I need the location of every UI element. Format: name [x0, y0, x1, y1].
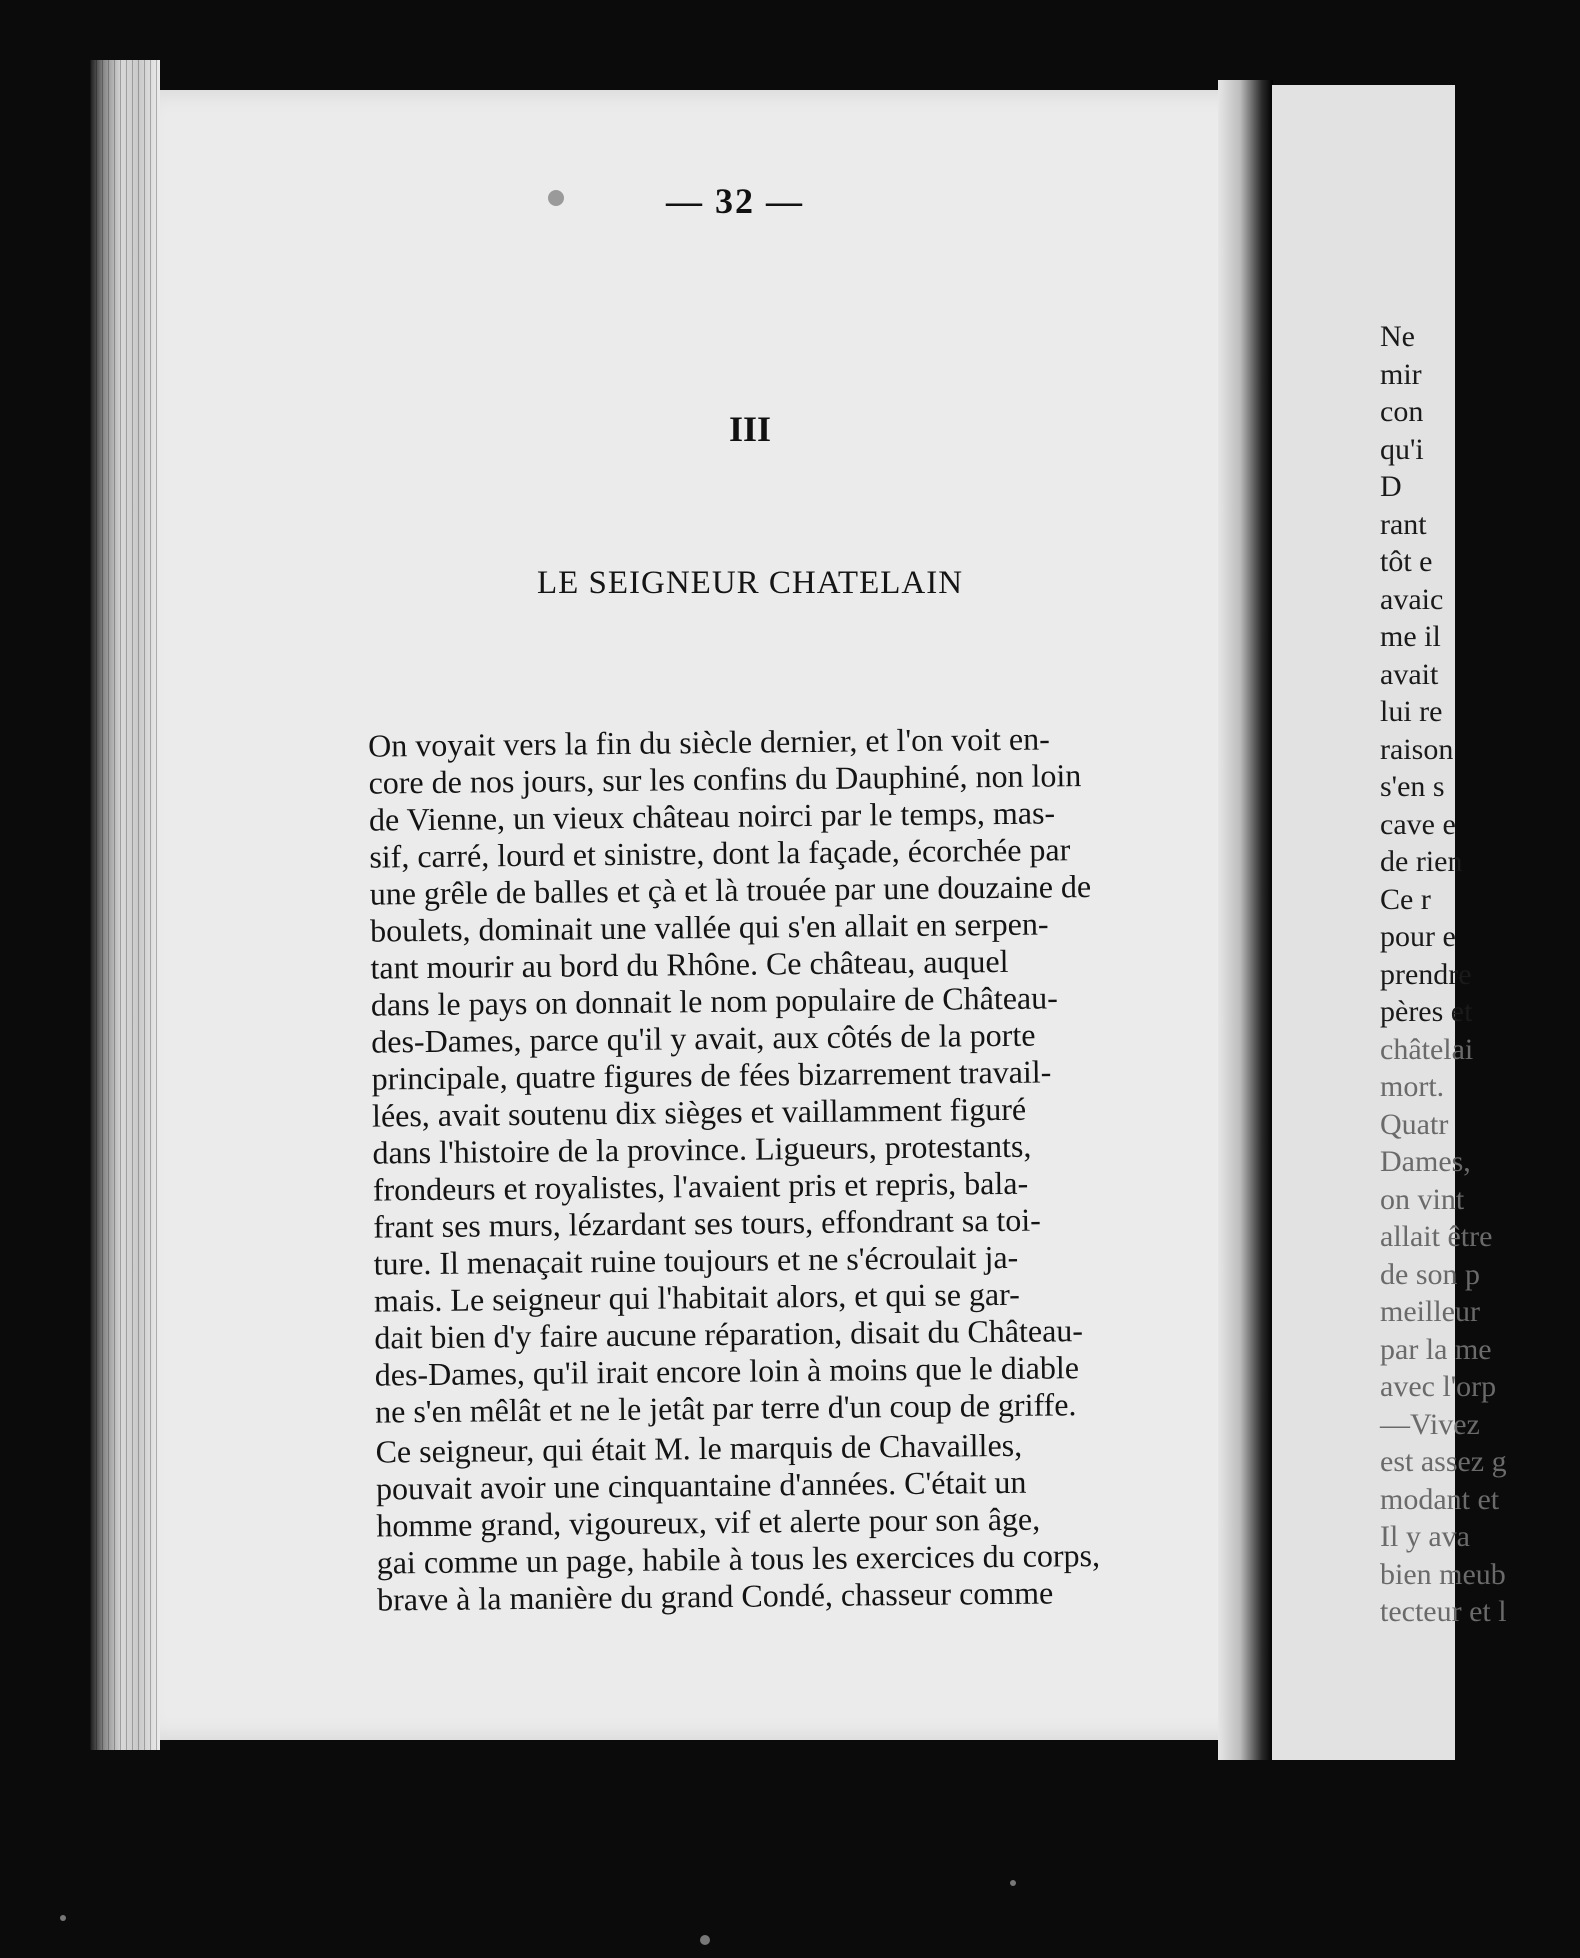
text-line: core de nos jours, sur les confins du Dauphiné, non loin: [368, 757, 1082, 801]
text-line: dans le pays on donnait le nom populaire de Château-: [370, 979, 1058, 1023]
text-line: de rien: [1380, 845, 1463, 878]
text-line: des-Dames, qu'il irait encore loin à moins que le diable: [374, 1349, 1080, 1393]
text-line: avec l'orp: [1380, 1370, 1497, 1403]
text-line: tôt e: [1380, 545, 1433, 578]
text-line: Ne: [1380, 320, 1415, 353]
text-line: qu'i: [1380, 432, 1424, 466]
chapter-title: LE SEIGNEUR CHATELAIN: [536, 565, 964, 601]
text-line: sif, carré, lourd et sinistre, dont la façade, écorchée par: [369, 831, 1071, 875]
text-line: lées, avait soutenu dix sièges et vaillamment figuré: [371, 1090, 1027, 1134]
text-line: dans l'histoire de la province. Ligueurs, protestants,: [372, 1127, 1032, 1171]
text-line: On voyait vers la fin du siècle dernier, et l'on voit en-: [367, 720, 1050, 764]
text-line: mais. Le seigneur qui l'habitait alors, et qui se gar-: [373, 1275, 1020, 1319]
text-line: con: [1380, 395, 1424, 428]
right-page-text: [1380, 318, 1580, 1631]
text-line: boulets, dominait une vallée qui s'en allait en serpen-: [369, 905, 1049, 949]
dust-speck: [700, 1935, 710, 1945]
book-spine: [1218, 80, 1273, 1760]
chapter-numeral: III: [728, 409, 772, 449]
text-line: gai comme un page, habile à tous les exercices du corps,: [376, 1536, 1101, 1581]
ink-smudge: [548, 190, 564, 206]
text-line: rant: [1380, 507, 1427, 541]
text-line: dait bien d'y faire aucune réparation, disait du Château-: [374, 1312, 1084, 1356]
text-line: avaic: [1380, 582, 1444, 616]
text-line: meilleur: [1380, 1295, 1480, 1328]
text-line: tant mourir au bord du Rhône. Ce château, auquel: [370, 942, 1009, 986]
text-line: pour e: [1380, 920, 1456, 953]
text-line: ture. Il menaçait ruine toujours et ne s'écroulait ja-: [373, 1238, 1019, 1282]
paragraph-1: [330, 719, 1197, 1431]
text-line: modant et: [1380, 1482, 1500, 1516]
text-line: frondeurs et royalistes, l'avaient pris et repris, bala-: [372, 1164, 1029, 1208]
text-line: est assez g: [1380, 1445, 1507, 1478]
text-line: allait être: [1380, 1220, 1493, 1253]
page-number: — 32 —: [666, 181, 804, 221]
paragraph-2: [337, 1425, 1199, 1619]
text-line: Ce r: [1380, 882, 1431, 916]
text-line: cave e: [1380, 807, 1456, 841]
text-line: prendre: [1380, 957, 1472, 991]
text-line: pères et: [1380, 995, 1473, 1028]
text-line: homme grand, vigoureux, vif et alerte pour son âge,: [376, 1500, 1041, 1544]
text-line: par la me: [1380, 1332, 1492, 1366]
dust-speck: [60, 1915, 66, 1921]
text-line: Il y ava: [1380, 1520, 1470, 1553]
text-line: de Vienne, un vieux château noirci par le temps, mas-: [368, 794, 1056, 838]
text-line: bien meub: [1380, 1557, 1506, 1591]
text-line: avait: [1380, 657, 1439, 691]
text-line: —Vivez: [1380, 1407, 1480, 1441]
text-line: lui re: [1380, 695, 1443, 728]
text-line: mir: [1380, 357, 1422, 391]
text-line: D: [1380, 470, 1402, 503]
text-line: principale, quatre figures de fées bizarrement travail-: [371, 1053, 1052, 1097]
text-line: une grêle de balles et çà et là trouée par une douzaine de: [369, 868, 1092, 912]
text-line: de son p: [1380, 1257, 1480, 1291]
text-line: Ce seigneur, qui était M. le marquis de Chavailles,: [375, 1426, 1023, 1470]
text-line: châtelai: [1380, 1032, 1474, 1066]
body-text: [330, 719, 1199, 1622]
text-line: pouvait avoir une cinquantaine d'années. C'était un: [375, 1463, 1027, 1507]
text-line: mort.: [1380, 1070, 1445, 1103]
text-line: ne s'en mêlât et ne le jetât par terre d'un coup de griffe.: [374, 1386, 1077, 1430]
dust-speck: [1010, 1880, 1016, 1886]
text-line: Quatr: [1380, 1107, 1449, 1141]
text-line: me il: [1380, 620, 1441, 653]
text-line: Dames,: [1380, 1145, 1471, 1178]
text-line: on vint: [1380, 1182, 1465, 1216]
text-line: s'en s: [1380, 770, 1445, 803]
left-page-edge: [90, 60, 160, 1750]
text-line: raison: [1380, 732, 1454, 766]
text-line: frant ses murs, lézardant ses tours, effondrant sa toi-: [373, 1201, 1042, 1245]
text-line: des-Dames, parce qu'il y avait, aux côtés de la porte: [371, 1016, 1036, 1060]
text-line: tecteur et l: [1380, 1595, 1507, 1628]
text-line: brave à la manière du grand Condé, chasseur comme: [376, 1574, 1054, 1618]
